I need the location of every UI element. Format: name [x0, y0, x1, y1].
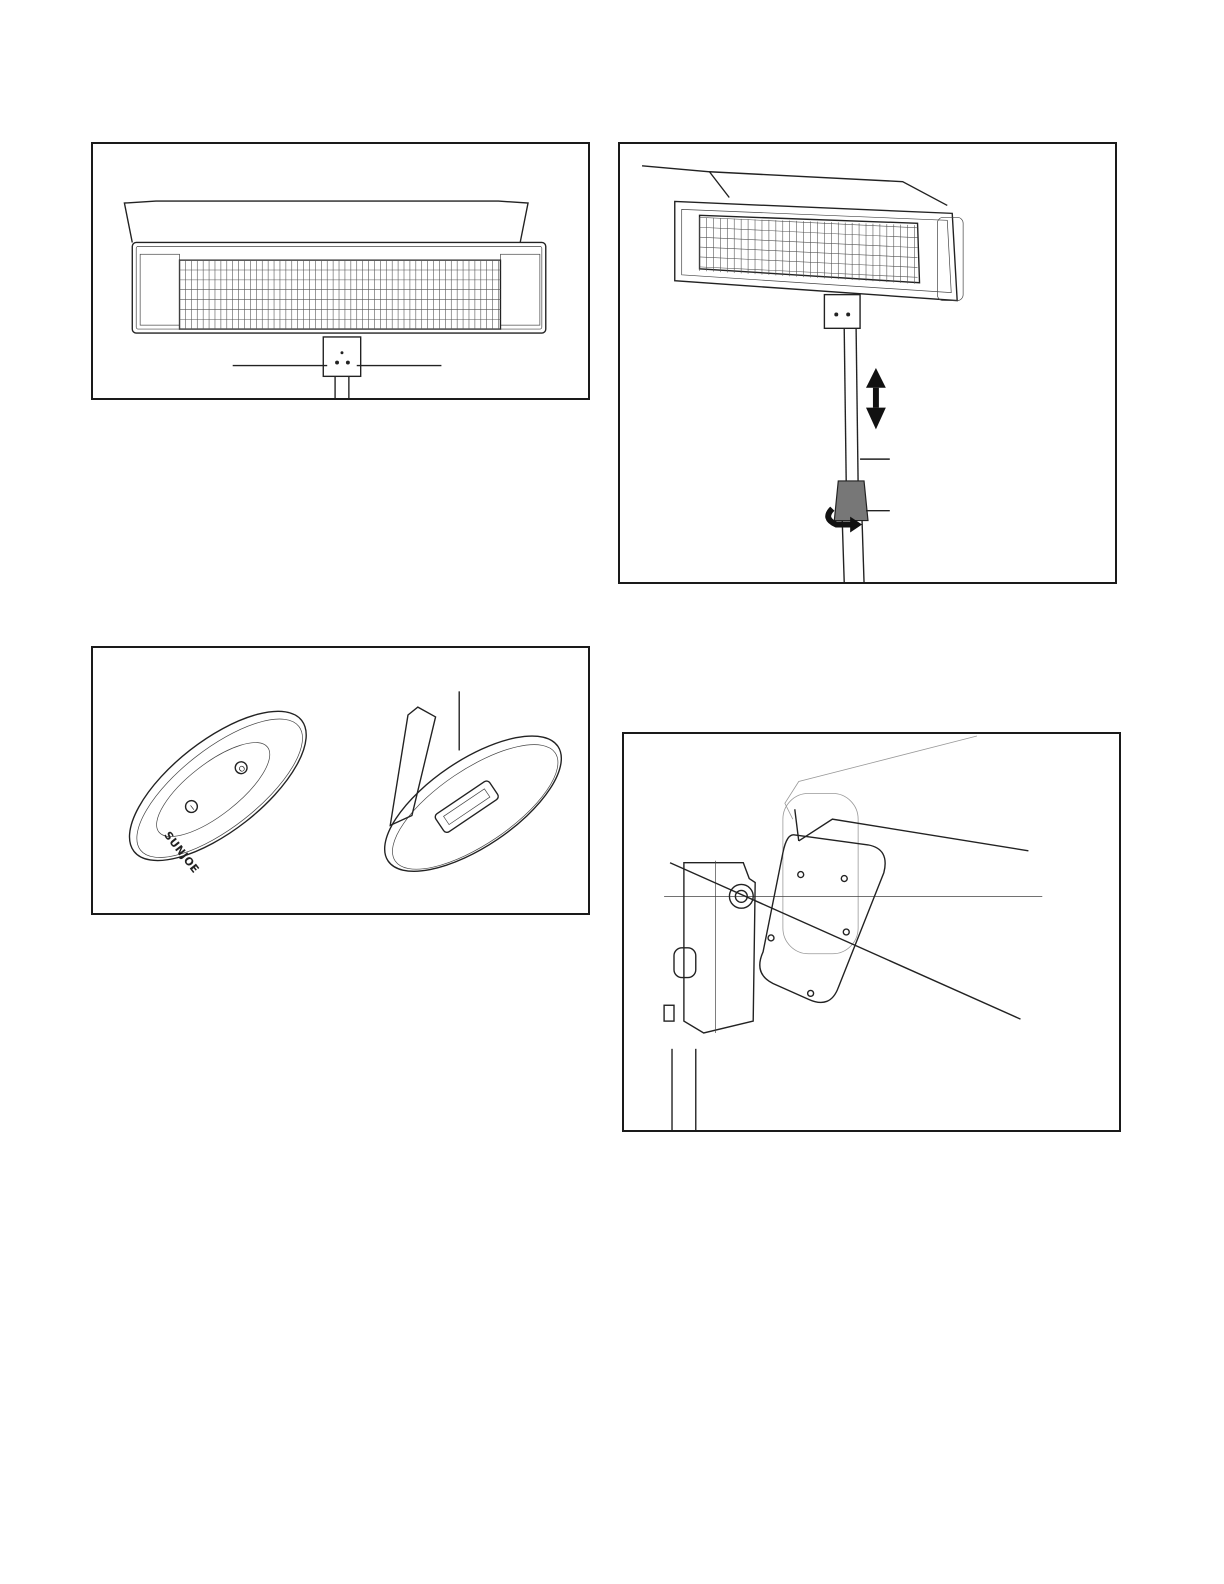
guard-tilted	[795, 809, 1029, 851]
battery-cover	[390, 707, 435, 825]
figure-remote	[91, 646, 590, 915]
brand-logo: SUNJOE	[161, 829, 202, 876]
heater-bracket	[323, 337, 360, 376]
heater-grille-lines	[700, 217, 918, 283]
on-button-symbol: I	[188, 803, 196, 812]
tilt-bracket	[684, 863, 755, 1033]
heater-grille-lines	[180, 260, 501, 329]
guard-upright	[785, 736, 977, 819]
heater-tilted-endplate	[760, 835, 885, 1003]
bracket-handle	[674, 948, 696, 978]
tilt-angle-line	[670, 863, 1020, 1019]
remote-front	[106, 685, 329, 887]
lock-collar	[834, 481, 868, 521]
remote-drawing	[93, 648, 588, 913]
figure-heater-front	[91, 142, 590, 400]
figure-pole-adjust	[618, 142, 1117, 584]
pole-adjust-drawing	[620, 144, 1115, 582]
heater-grille	[180, 260, 501, 329]
remote-back-open	[364, 710, 582, 896]
heater-bracket	[824, 295, 860, 329]
heater-front-drawing	[93, 144, 588, 398]
bracket-screw	[664, 1005, 674, 1021]
figure-tilt	[622, 732, 1121, 1132]
battery-compartment	[434, 780, 500, 834]
heater-top-guard	[642, 166, 947, 206]
tilt-drawing	[624, 734, 1119, 1130]
heater-top-guard	[124, 201, 528, 242]
double-arrow-vertical-icon	[866, 368, 886, 429]
off-button-symbol: O	[236, 763, 248, 775]
